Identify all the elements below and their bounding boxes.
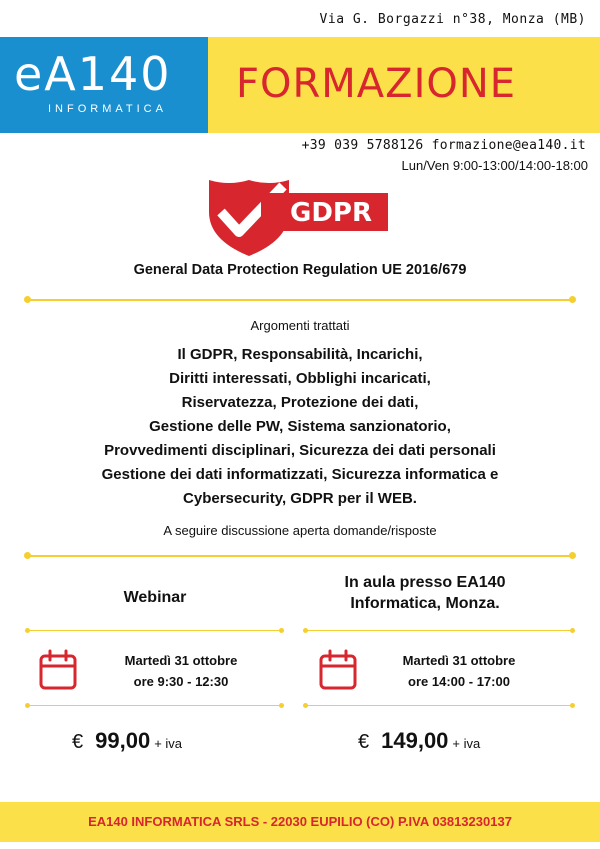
session-title-classroom: In aula presso EA140 Informatica, Monza. [344, 574, 506, 612]
session-datetime [384, 650, 534, 692]
separator [27, 630, 282, 631]
address: Via G. Borgazzi n°38, Monza (MB) [319, 12, 586, 27]
topic-line: Cybersecurity, GDPR per il WEB. [183, 490, 417, 507]
topic-line: Provvedimenti disciplinari, Sicurezza dei dati personali [104, 442, 496, 459]
footer-company-info: EA140 INFORMATICA SRLS - 22030 EUPILIO (CO) P.IVA 03813230137 [88, 814, 512, 829]
price-amount: 149,00 [381, 728, 449, 753]
topic-line: Riservatezza, Protezione dei dati, [181, 394, 419, 411]
session-time: ore 14:00 - 17:00 [408, 674, 510, 689]
logo-subtitle: INFORMATICA [48, 103, 167, 115]
price-amount: 99,00 [95, 728, 151, 753]
currency-symbol: € [358, 731, 370, 753]
currency-symbol: € [72, 731, 84, 753]
topic-line: Il GDPR, Responsabilità, Incarichi, [177, 346, 423, 363]
separator [305, 630, 573, 631]
calendar-icon [38, 649, 78, 691]
opening-hours: Lun/Ven 9:00-13:00/14:00-18:00 [401, 158, 588, 173]
topic-line: Gestione dei dati informatizzati, Sicurezza informatica e [101, 466, 499, 483]
contact-info: +39 039 5788126 formazione@ea140.it [301, 138, 586, 153]
course-subtitle: General Data Protection Regulation UE 2016/679 [133, 262, 467, 278]
session-datetime [106, 650, 256, 692]
tax-note: + iva [452, 736, 481, 751]
divider [27, 299, 573, 301]
footer-bar [0, 802, 600, 842]
session-date: Martedì 31 ottobre [402, 653, 516, 668]
title-banner [208, 37, 600, 133]
gdpr-logo [205, 176, 390, 258]
gdpr-badge-text: GDPR [290, 198, 372, 228]
session-title-webinar: Webinar [123, 589, 187, 606]
divider [27, 555, 573, 557]
topics-label: Argomenti trattati [250, 318, 350, 333]
tax-note: + iva [154, 736, 183, 751]
price-classroom [358, 728, 480, 754]
session-date: Martedì 31 ottobre [124, 653, 238, 668]
separator [27, 705, 282, 706]
session-time: ore 9:30 - 12:30 [133, 674, 229, 689]
topic-line: Gestione delle PW, Sistema sanzionatorio, [149, 418, 451, 435]
topic-line: Diritti interessati, Obblighi incaricati, [169, 370, 431, 387]
calendar-icon [318, 649, 358, 691]
followup-note: A seguire discussione aperta domande/risposte [163, 523, 437, 538]
logo-text: eA140 [14, 47, 172, 101]
banner-title: FORMAZIONE [236, 61, 517, 107]
topics-list [0, 343, 600, 511]
price-webinar [72, 728, 182, 754]
separator [305, 705, 573, 706]
company-logo [0, 37, 208, 133]
